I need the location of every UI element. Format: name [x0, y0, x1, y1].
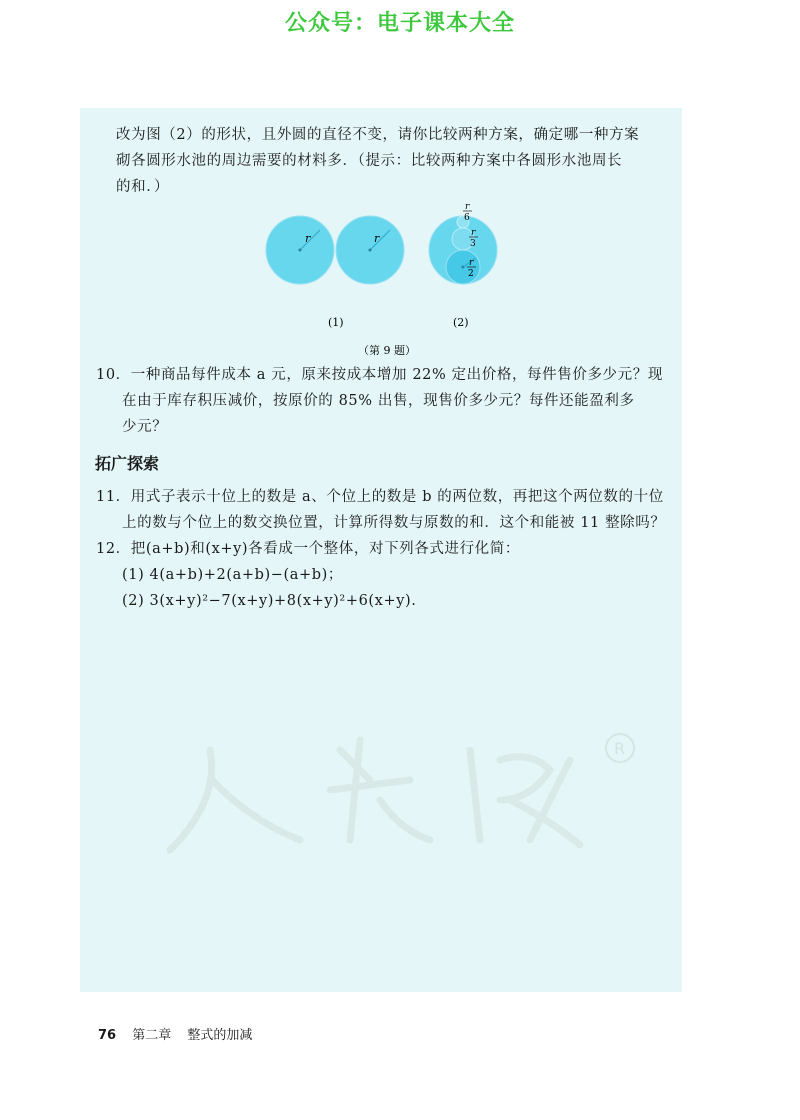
problem-12-text [96, 536, 676, 614]
page-footer [98, 1024, 252, 1043]
problem-11-line: 上的数与个位上的数交换位置，计算所得数与原数的和．这个和能被 11 整除吗？ [122, 515, 666, 531]
fraction-r3-num: r [471, 228, 476, 238]
fraction-r6-num: r [465, 202, 470, 212]
problem-12-line: 12．把(a+b)和(x+y)各看成一个整体，对下列各式进行化简： [96, 541, 520, 557]
header-banner: 公众号：电子课本大全 [284, 11, 515, 36]
problem-12-item: (2) 3(x+y)²−7(x+y)+8(x+y)²+6(x+y). [122, 593, 417, 609]
page-number: 76 [98, 1028, 117, 1043]
svg-text:R: R [614, 739, 626, 758]
chapter-title: 整式的加减 [187, 1028, 253, 1043]
radius-label: r [374, 232, 380, 245]
figure-2 [429, 202, 497, 284]
fraction-r2-num: r [469, 258, 474, 268]
fraction-r3-den: 3 [470, 239, 476, 249]
problem-11-text [96, 484, 676, 536]
problem-9-line: 的和．） [116, 179, 170, 195]
problem-9-text [116, 122, 671, 200]
figure-caption: （第 9 题） [358, 344, 416, 357]
figure-1 [266, 216, 404, 284]
problem-10-text [96, 362, 676, 440]
problem-10-line: 在由于库存积压减价，按原价的 85% 出售，现售价多少元？每件还能盈利多 [122, 393, 635, 409]
chapter-number: 第二章 [132, 1028, 172, 1043]
figure-1-label: (1) [328, 316, 344, 329]
problem-12-item: (1) 4(a+b)+2(a+b)−(a+b)； [122, 567, 343, 583]
problem-11-line: 11．用式子表示十位上的数是 a、个位上的数是 b 的两位数，再把这个两位数的十位 [96, 489, 664, 505]
problem-9-line: 砌各圆形水池的周边需要的材料多．（提示：比较两种方案中各圆形水池周长 [116, 153, 623, 169]
section-heading: 拓广探索 [95, 454, 160, 473]
figure-2-label: (2) [453, 316, 469, 329]
publisher-watermark [150, 720, 670, 870]
problem-9-line: 改为图（2）的形状，且外圆的直径不变，请你比较两种方案，确定哪一种方案 [116, 127, 640, 143]
radius-label: r [305, 232, 311, 245]
fraction-r6-den: 6 [464, 213, 470, 223]
problem-9-figure [250, 198, 510, 368]
problem-10-line: 少元？ [122, 419, 168, 435]
fraction-r2-den: 2 [468, 269, 474, 279]
problem-10-line: 10．一种商品每件成本 a 元，原来按成本增加 22% 定出价格，每件售价多少元？现 [96, 367, 663, 383]
